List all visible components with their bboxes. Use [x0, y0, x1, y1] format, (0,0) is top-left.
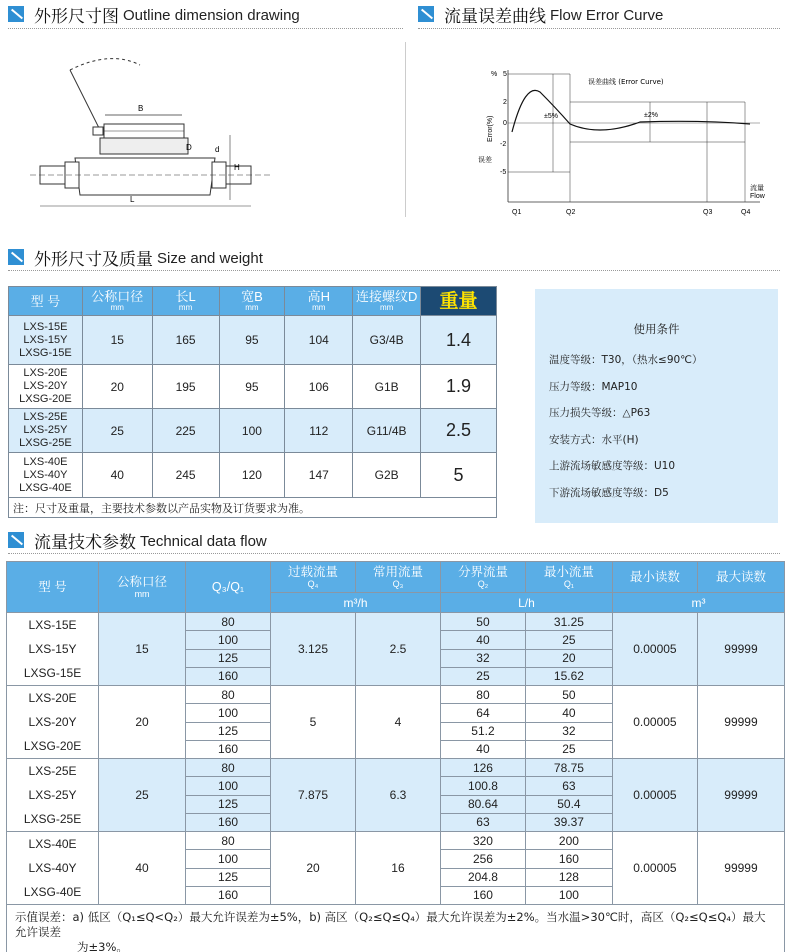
y-tick: 5	[503, 71, 507, 78]
table-row: LXS-40E LXS-40Y LXSG-40E 40 245 120 147 G2B 5	[9, 453, 497, 498]
model-cell: LXS-25E LXS-25Y LXSG-25E	[9, 409, 83, 453]
section-divider	[8, 28, 403, 29]
model-cell: LXS-40E LXS-40Y LXSG-40E	[9, 453, 83, 498]
x-label-zh: 流量	[750, 184, 764, 192]
model-cell: LXS-40E LXS-40Y LXSG-40E	[7, 832, 99, 905]
section-divider	[8, 270, 780, 271]
section-title-size: 外形尺寸及质量 Size and weight	[8, 245, 263, 269]
section-title-outline: 外形尺寸图 Outline dimension drawing	[8, 2, 300, 26]
section-arrow-icon	[8, 249, 24, 265]
weight-value: 2.5	[421, 409, 497, 453]
unit-lh: L/h	[440, 593, 612, 613]
col-header-ratio: Q₃/Q₁	[186, 562, 271, 613]
panel-divider	[405, 42, 406, 217]
weight-value: 1.4	[421, 316, 497, 365]
col-header-q4: 过载流量 Q₄	[271, 562, 356, 593]
table-row: LXS-25E LXS-25Y LXSG-25E 25 225 100 112 G11/4B 2.5	[9, 409, 497, 453]
section-arrow-icon	[8, 532, 24, 548]
condition-item: 温度等级：T30，（热水≤90℃）	[549, 354, 703, 366]
section-arrow-icon	[418, 6, 434, 22]
table-group: LXS-40E LXS-40Y LXSG-40E 40 80 20 16 320 200 0.00005 99999 100 256 160 125 204.8 128 160 160 100	[7, 832, 785, 905]
y-tick: 2	[503, 99, 507, 106]
error-curve-chart	[470, 62, 780, 222]
technical-data-table	[6, 561, 785, 952]
col-header-model: 型 号	[7, 562, 99, 613]
weight-value: 1.9	[421, 365, 497, 409]
condition-item: 压力等级：MAP10	[549, 380, 638, 393]
model-cell: LXS-15E LXS-15Y LXSG-15E	[7, 613, 99, 686]
water-meter-drawing	[30, 40, 410, 225]
y-axis-label: Error(%)	[487, 115, 494, 142]
section-title-curve: 流量误差曲线 Flow Error Curve	[418, 2, 663, 26]
condition-item: 压力损失等级：△P63	[549, 407, 651, 419]
col-header-dn: 公称口径 mm	[82, 287, 152, 316]
table-group: LXS-15E LXS-15Y LXSG-15E 15 80 3.125 2.5 50 31.25 0.00005 99999 100 40 25 125 32 20 160 25 15.62	[7, 613, 785, 686]
conditions-title: 使用条件	[633, 322, 680, 336]
col-header-max-reading: 最大读数	[697, 562, 784, 593]
unit-m3: m³	[612, 593, 784, 613]
col-header-q2: 分界流量 Q₂	[440, 562, 525, 593]
y-axis-label-zh: 误差	[478, 156, 492, 164]
flow-error-curve	[470, 62, 780, 222]
x-tick: Q1	[512, 209, 522, 216]
section-divider	[8, 553, 780, 554]
col-header-height: 高H mm	[285, 287, 353, 316]
y-tick: -2	[500, 141, 507, 148]
unit-m3h: m³/h	[271, 593, 441, 613]
table-row: LXS-20E LXS-20Y LXSG-20E 20 195 95 106 G1B 1.9	[9, 365, 497, 409]
table-group: LXS-25E LXS-25Y LXSG-25E 25 80 7.875 6.3 126 78.75 0.00005 99999 100 100.8 63 125 80.64 50.4 160 63 39.37	[7, 759, 785, 832]
outline-drawing	[30, 40, 410, 225]
size-table-note: 注：尺寸及重量，主要技术参数以产品实物及订货要求为准。	[9, 498, 497, 518]
curve-legend: 误差曲线 (Error Curve)	[588, 78, 664, 86]
condition-item: 下游流场敏感度等级：D5	[549, 486, 669, 499]
col-header-weight: 重量	[421, 287, 497, 316]
model-cell: LXS-25E LXS-25Y LXSG-25E	[7, 759, 99, 832]
col-header-q3: 常用流量 Q₃	[356, 562, 441, 593]
size-weight-table	[8, 286, 497, 518]
label-d: D	[186, 143, 192, 152]
y-tick: 0	[503, 120, 507, 127]
label-h: H	[234, 163, 240, 172]
y-unit: %	[491, 71, 498, 78]
col-header-length: 长L mm	[152, 287, 219, 316]
condition-item: 安装方式：水平(H)	[549, 433, 639, 446]
x-tick: Q2	[566, 209, 576, 216]
col-header-model: 型 号	[9, 287, 83, 316]
col-header-dn: 公称口径 mm	[99, 562, 186, 613]
band-high-label: ±2%	[644, 112, 658, 119]
label-b: B	[138, 104, 144, 113]
col-header-min-reading: 最小读数	[612, 562, 697, 593]
col-header-thread: 连接螺纹D mm	[353, 287, 421, 316]
table-row: LXS-15E LXS-15Y LXSG-15E 15 165 95 104 G3/4B 1.4	[9, 316, 497, 365]
model-cell: LXS-20E LXS-20Y LXSG-20E	[9, 365, 83, 409]
x-tick: Q4	[741, 209, 751, 216]
x-label: Flow	[750, 193, 765, 200]
table-group: LXS-20E LXS-20Y LXSG-20E 20 80 5 4 80 50 0.00005 99999 100 64 40 125 51.2 32 160 40 25	[7, 686, 785, 759]
condition-item: 上游流场敏感度等级：U10	[549, 460, 676, 472]
model-cell: LXS-15E LXS-15Y LXSG-15E	[9, 316, 83, 365]
label-d-small: d	[215, 145, 220, 154]
band-low-label: ±5%	[544, 113, 558, 120]
col-header-width: 宽B mm	[219, 287, 285, 316]
error-footnote: 示值误差：a) 低区（Q₁≤Q<Q₂）最大允许误差为±5%，b) 高区（Q₂≤Q≤Q₄）最大允许误差为±2%。当水温>30℃时，高区（Q₂≤Q≤Q₄）最大允许误差 为±3%。	[7, 905, 785, 952]
col-header-q1: 最小流量 Q₁	[525, 562, 612, 593]
label-l: L	[130, 195, 135, 204]
x-tick: Q3	[703, 209, 713, 216]
section-title-tech: 流量技术参数 Technical data flow	[8, 528, 267, 552]
section-arrow-icon	[8, 6, 24, 22]
y-tick: -5	[500, 169, 507, 176]
operating-conditions-panel	[535, 289, 778, 523]
weight-value: 5	[421, 453, 497, 498]
model-cell: LXS-20E LXS-20Y LXSG-20E	[7, 686, 99, 759]
section-divider	[418, 28, 780, 29]
